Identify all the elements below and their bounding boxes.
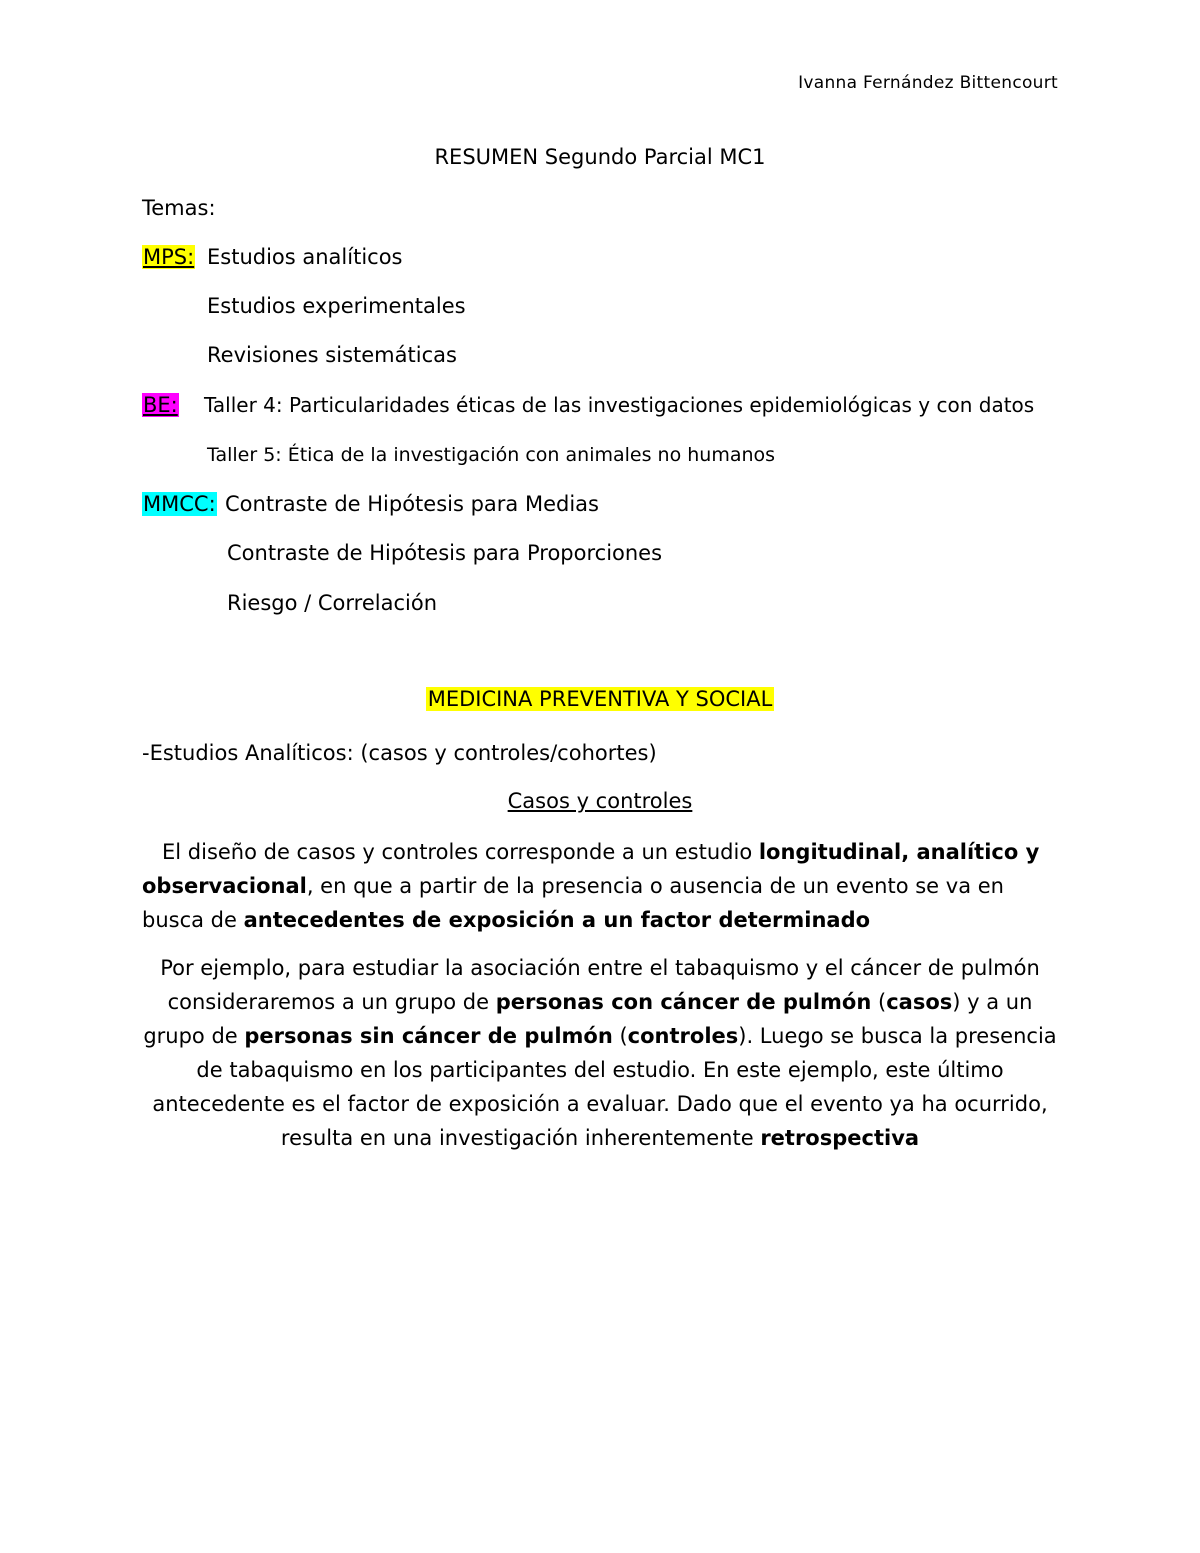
subheading: Casos y controles bbox=[507, 789, 693, 813]
mmcc-row bbox=[142, 492, 217, 516]
be-item: Taller 4: Particularidades éticas de las investigaciones epidemiológicas y con datos bbox=[204, 393, 1035, 417]
mmcc-item: Riesgo / Correlación bbox=[227, 591, 437, 615]
document-title: RESUMEN Segundo Parcial MC1 bbox=[434, 145, 766, 169]
para1-text: , en que a partir de la presencia o ausencia de un evento se va en busca de bbox=[142, 874, 1004, 932]
para2-bold: casos bbox=[886, 990, 953, 1014]
para2-bold: personas con cáncer de pulmón bbox=[495, 990, 872, 1014]
paragraph-definition bbox=[142, 835, 1072, 937]
be-label: BE: bbox=[143, 393, 178, 417]
para1-text: El diseño de casos y controles corresponde a un estudio bbox=[162, 840, 759, 864]
para2-text: Por ejemplo, para estudiar la asociación entre el tabaquismo y el cáncer de pulmón consideraremos a un grupo de bbox=[160, 956, 1040, 1014]
header-author: Ivanna Fernández Bittencourt bbox=[798, 73, 1058, 93]
para2-text: ) y a un grupo de bbox=[143, 990, 1033, 1048]
paragraph-example bbox=[140, 951, 1060, 1155]
para2-bold: retrospectiva bbox=[760, 1126, 920, 1150]
mps-item: Revisiones sistemáticas bbox=[207, 343, 457, 367]
para2-text: ( bbox=[612, 1024, 628, 1048]
para2-bold: personas sin cáncer de pulmón bbox=[244, 1024, 613, 1048]
temas-label: Temas: bbox=[142, 196, 216, 220]
section-title-text: MEDICINA PREVENTIVA Y SOCIAL bbox=[427, 687, 773, 711]
para2-bold: controles bbox=[627, 1024, 739, 1048]
para2-text: ( bbox=[871, 990, 887, 1014]
mps-label: MPS: bbox=[143, 245, 195, 269]
para1-bold: antecedentes de exposición a un factor determinado bbox=[243, 908, 871, 932]
be-row bbox=[142, 393, 179, 417]
mmcc-item: Contraste de Hipótesis para Proporciones bbox=[227, 541, 663, 565]
mps-row bbox=[142, 245, 195, 269]
section-title bbox=[0, 687, 1200, 711]
be-item: Taller 5: Ética de la investigación con animales no humanos bbox=[207, 444, 776, 466]
para2-text: ). Luego se busca la presencia de tabaquismo en los participantes del estudio. En este ejemplo, este último antecedente es el factor de exposición a evaluar. Dado que el evento ya ha ocurrido, resulta en una investigación inherentemente bbox=[152, 1024, 1057, 1150]
analytic-studies-line: -Estudios Analíticos: (casos y controles/cohortes) bbox=[142, 741, 657, 765]
mps-item: Estudios analíticos bbox=[207, 245, 403, 269]
para1-bold: longitudinal, analítico y observacional bbox=[142, 840, 1040, 898]
mps-item: Estudios experimentales bbox=[207, 294, 466, 318]
mmcc-item: Contraste de Hipótesis para Medias bbox=[225, 492, 599, 516]
mmcc-label: MMCC: bbox=[143, 492, 216, 516]
